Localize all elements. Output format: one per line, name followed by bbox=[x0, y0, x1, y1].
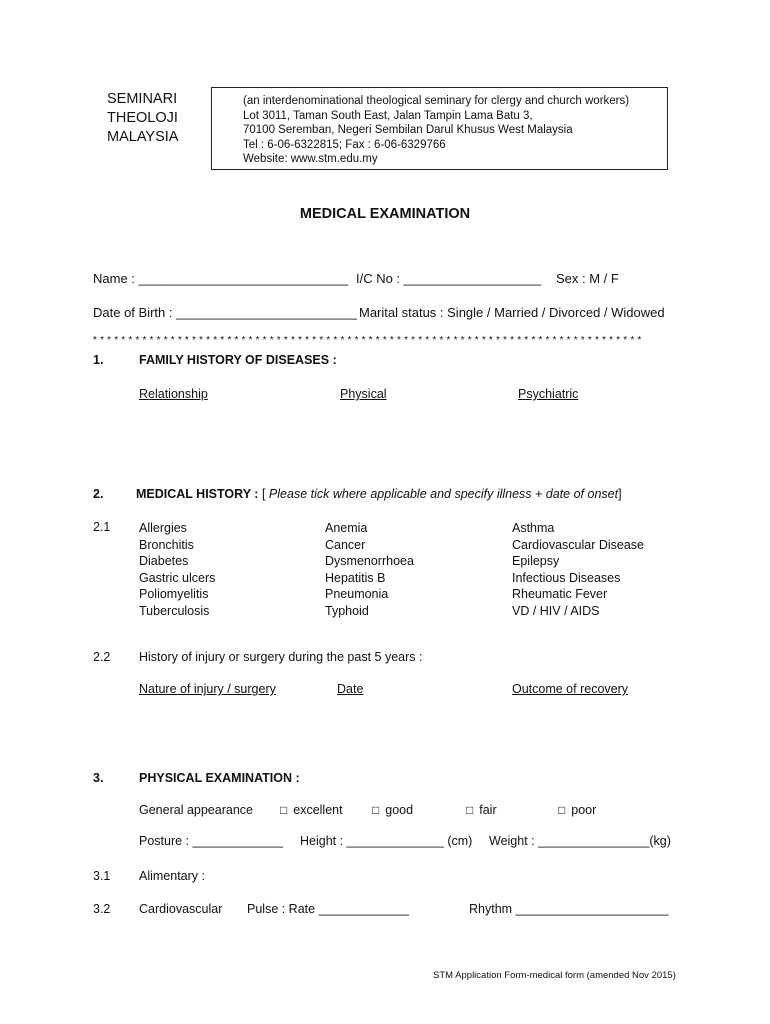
posture-field[interactable]: Posture : _____________ bbox=[139, 834, 283, 848]
disease-item[interactable]: Anemia bbox=[325, 521, 368, 535]
disease-item[interactable]: Infectious Diseases bbox=[512, 570, 621, 585]
subsection-3-1-number: 3.1 bbox=[93, 869, 111, 883]
section-2-instruction: Please tick where applicable and specify illness + date of onset bbox=[268, 487, 619, 501]
option-label: poor bbox=[571, 803, 597, 817]
separator: * * * * * * * * * * * * * * * * * * * * * * * * * * * * * * * * * * * * * * * * * * * * * * * * * * * * * * * * * * * * * * * * * * * * * * * * * * * * * * bbox=[93, 335, 642, 346]
disease-item[interactable]: Cardiovascular Disease bbox=[512, 537, 645, 552]
checkbox-icon[interactable]: □ bbox=[372, 803, 380, 817]
option-label: good bbox=[385, 803, 414, 817]
option-excellent[interactable] bbox=[280, 803, 343, 817]
disease-item[interactable]: Pneumonia bbox=[325, 587, 389, 602]
disease-list-col-1 bbox=[139, 520, 215, 620]
date-of-birth-field[interactable]: Date of Birth : _________________________ bbox=[93, 305, 357, 320]
sex-field[interactable]: Sex : M / F bbox=[556, 271, 619, 286]
bracket-close: ] bbox=[618, 487, 622, 501]
address-line-2: Lot 3011, Taman South East, Jalan Tampin Lama Batu 3, bbox=[243, 109, 533, 122]
marital-status-field[interactable]: Marital status : Single / Married / Divorced / Widowed bbox=[359, 305, 665, 320]
subsection-2-2-text: History of injury or surgery during the past 5 years : bbox=[139, 650, 423, 664]
disease-item[interactable]: Rheumatic Fever bbox=[512, 587, 608, 602]
column-date: Date bbox=[337, 682, 364, 696]
org-line-2: THEOLOJI bbox=[107, 110, 178, 126]
option-poor[interactable] bbox=[558, 803, 596, 817]
bracket-open: [ bbox=[261, 487, 266, 501]
section-2-heading-line bbox=[136, 487, 622, 501]
height-field[interactable]: Height : ______________ (cm) bbox=[300, 834, 473, 848]
address-line-5: Website: www.stm.edu.my bbox=[243, 153, 378, 166]
disease-item[interactable]: Epilepsy bbox=[512, 554, 560, 569]
disease-item[interactable]: Cancer bbox=[325, 537, 366, 552]
disease-item[interactable]: Typhoid bbox=[325, 603, 369, 618]
disease-item[interactable]: Tuberculosis bbox=[139, 603, 210, 618]
subsection-2-2-number: 2.2 bbox=[93, 650, 111, 664]
section-3-heading: PHYSICAL EXAMINATION : bbox=[139, 771, 300, 785]
disease-item[interactable]: Asthma bbox=[512, 521, 555, 535]
cardiovascular-label: Cardiovascular bbox=[139, 902, 223, 916]
disease-item[interactable]: VD / HIV / AIDS bbox=[512, 603, 600, 618]
checkbox-icon[interactable]: □ bbox=[558, 803, 566, 817]
column-physical: Physical bbox=[340, 387, 387, 401]
org-line-3: MALAYSIA bbox=[107, 129, 179, 145]
subsection-3-2-number: 3.2 bbox=[93, 902, 111, 916]
checkbox-icon[interactable]: □ bbox=[466, 803, 474, 817]
name-field[interactable]: Name : _____________________________ bbox=[93, 271, 349, 286]
rhythm-field[interactable]: Rhythm ______________________ bbox=[469, 902, 669, 916]
ic-number-field[interactable]: I/C No : ___________________ bbox=[356, 271, 542, 286]
column-outcome-of-recovery: Outcome of recovery bbox=[512, 682, 629, 696]
option-label: fair bbox=[479, 803, 497, 817]
footer-note: STM Application Form-medical form (amended Nov 2015) bbox=[433, 970, 676, 981]
address-line-4: Tel : 6-06-6322815; Fax : 6-06-6329766 bbox=[243, 138, 446, 151]
disease-item[interactable]: Hepatitis B bbox=[325, 570, 386, 585]
address-line-1: (an interdenominational theological seminary for clergy and church workers) bbox=[243, 95, 630, 107]
disease-item[interactable]: Bronchitis bbox=[139, 537, 194, 552]
section-3-number: 3. bbox=[93, 771, 104, 785]
address-line-3: 70100 Seremban, Negeri Sembilan Darul Khusus West Malaysia bbox=[243, 124, 573, 137]
general-appearance-label: General appearance bbox=[139, 803, 253, 817]
organization-name bbox=[107, 90, 202, 147]
disease-item[interactable]: Dysmenorrhoea bbox=[325, 554, 414, 569]
column-relationship: Relationship bbox=[139, 387, 208, 401]
subsection-2-1-number: 2.1 bbox=[93, 520, 111, 534]
org-line-1: SEMINARI bbox=[107, 91, 178, 107]
address-box bbox=[211, 87, 668, 170]
section-2-number: 2. bbox=[93, 487, 104, 501]
option-good[interactable] bbox=[372, 803, 413, 817]
column-nature-of-injury: Nature of injury / surgery bbox=[139, 682, 276, 696]
column-psychiatric: Psychiatric bbox=[518, 387, 579, 401]
pulse-rate-field[interactable]: Pulse : Rate _____________ bbox=[247, 902, 409, 916]
page-title: MEDICAL EXAMINATION bbox=[299, 206, 471, 222]
disease-item[interactable]: Allergies bbox=[139, 521, 187, 535]
disease-list-col-2 bbox=[325, 520, 414, 620]
option-label: excellent bbox=[293, 803, 343, 817]
disease-item[interactable]: Gastric ulcers bbox=[139, 570, 216, 585]
disease-list-col-3 bbox=[512, 520, 644, 620]
checkbox-icon[interactable]: □ bbox=[280, 803, 288, 817]
section-2-heading: MEDICAL HISTORY : bbox=[136, 487, 259, 501]
option-fair[interactable] bbox=[466, 803, 497, 817]
disease-item[interactable]: Poliomyelitis bbox=[139, 587, 209, 602]
section-1-number: 1. bbox=[93, 353, 104, 367]
weight-field[interactable]: Weight : ________________(kg) bbox=[489, 834, 671, 848]
section-1-heading: FAMILY HISTORY OF DISEASES : bbox=[139, 353, 337, 367]
disease-item[interactable]: Diabetes bbox=[139, 554, 189, 569]
alimentary-field[interactable]: Alimentary : bbox=[139, 869, 205, 883]
